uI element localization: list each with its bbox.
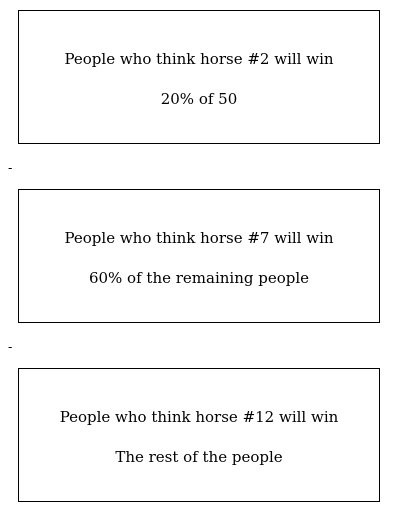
horse-12-title: People who think horse #12 will win	[59, 408, 339, 426]
separator-dash: -	[8, 340, 13, 355]
horse-7-value: 60% of the remaining people	[88, 269, 310, 287]
horse-7-title: People who think horse #7 will win	[64, 229, 334, 247]
horse-2-box	[18, 10, 380, 144]
horse-12-box	[18, 368, 380, 502]
horse-2-value: 20% of 50	[160, 90, 238, 108]
separator-dash: -	[8, 161, 13, 176]
horse-12-value: The rest of the people	[115, 448, 283, 466]
horse-2-title: People who think horse #2 will win	[64, 50, 334, 68]
horse-7-box	[18, 189, 380, 323]
